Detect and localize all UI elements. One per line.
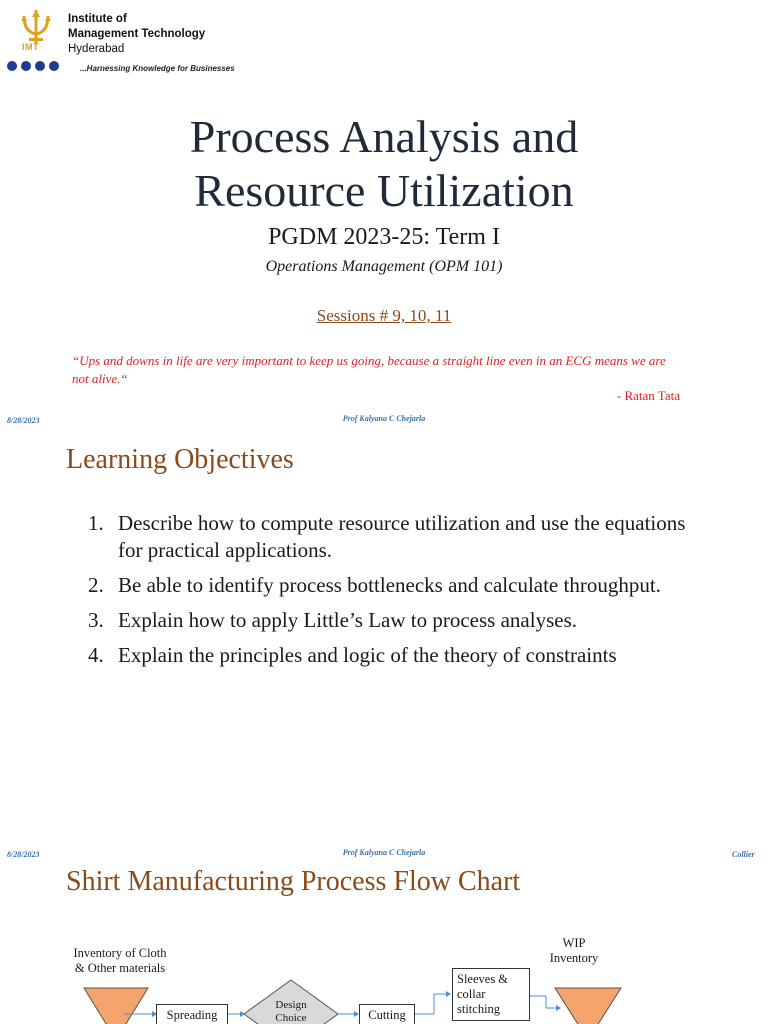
inventory-label-line-1: Inventory of Cloth	[73, 946, 167, 960]
footer-source: Collier	[732, 850, 755, 859]
logo-dot	[7, 61, 17, 71]
footer-date: 8/28/2023	[7, 416, 40, 425]
quote-text: “Ups and downs in life are very important to keep us going, because a straight line even in an ECG means we are not alive.“	[72, 353, 666, 386]
sleeves-collar-box	[452, 968, 530, 1021]
wip-label-line-2: Inventory	[549, 951, 599, 965]
logo-dot	[49, 61, 59, 71]
logo-dot	[21, 61, 31, 71]
footer-date: 8/28/2023	[7, 850, 40, 859]
flow-arrowhead	[446, 991, 451, 997]
item-text: Be able to identify process bottlenecks and calculate throughput.	[118, 573, 661, 597]
design-label-line-1: Design	[275, 999, 307, 1011]
logo-tagline: ...Harnessing Knowledge for Businesses	[80, 64, 235, 73]
wip-inventory-triangle-icon	[555, 988, 621, 1024]
logo-line-3: Hyderabad	[68, 43, 125, 55]
spreading-box: Spreading	[156, 1004, 228, 1024]
logo-dot	[35, 61, 45, 71]
item-text: Explain how to apply Little’s Law to process analyses.	[118, 608, 577, 632]
quote-author: - Ratan Tata	[616, 388, 680, 403]
footer-professor: Prof Kalyana C Chejarla	[342, 848, 426, 857]
list-item	[88, 607, 708, 634]
item-text: Explain the principles and logic of the theory of constraints	[118, 643, 617, 667]
slide-title-line-1: Process Analysis and	[189, 111, 579, 162]
item-number: 2.	[88, 573, 104, 597]
logo-abbr: IMT	[22, 42, 39, 52]
sleeves-line-2: collar	[457, 987, 486, 1001]
flow-arrowhead	[556, 1005, 561, 1011]
inventory-label-line-2: & Other materials	[74, 961, 166, 975]
inventory-triangle-icon	[84, 988, 148, 1024]
design-choice-label	[256, 999, 326, 1024]
item-number: 1.	[88, 511, 104, 535]
item-number: 3.	[88, 608, 104, 632]
logo-line-1: Institute of	[68, 13, 127, 25]
list-item	[88, 510, 708, 564]
objectives-list	[88, 510, 708, 677]
slide-title-line-2: Resource Utilization	[194, 165, 574, 216]
logo-line-2: Management Technology	[68, 28, 206, 40]
list-item	[88, 642, 708, 669]
sleeves-line-1: Sleeves &	[457, 972, 509, 986]
logo-dots	[7, 61, 59, 71]
list-item	[88, 572, 708, 599]
logo-institute-name	[68, 12, 205, 57]
wip-label-line-1: WIP	[562, 936, 586, 950]
course-name: Operations Management (OPM 101)	[265, 258, 503, 275]
learning-objectives-title: Learning Objectives	[66, 444, 294, 475]
item-number: 4.	[88, 643, 104, 667]
sessions-link[interactable]: Sessions # 9, 10, 11	[316, 306, 452, 325]
cutting-box: Cutting	[359, 1004, 415, 1024]
item-text: Describe how to compute resource utilization and use the equations for practical applications.	[118, 511, 686, 562]
footer-professor: Prof Kalyana C Chejarla	[342, 414, 426, 423]
design-label-line-2: Choice	[275, 1012, 307, 1024]
slide-title	[0, 110, 768, 218]
sleeves-line-3: stitching	[457, 1002, 501, 1016]
flow-chart-title: Shirt Manufacturing Process Flow Chart	[66, 866, 521, 897]
program-subtitle: PGDM 2023-25: Term I	[268, 224, 500, 250]
